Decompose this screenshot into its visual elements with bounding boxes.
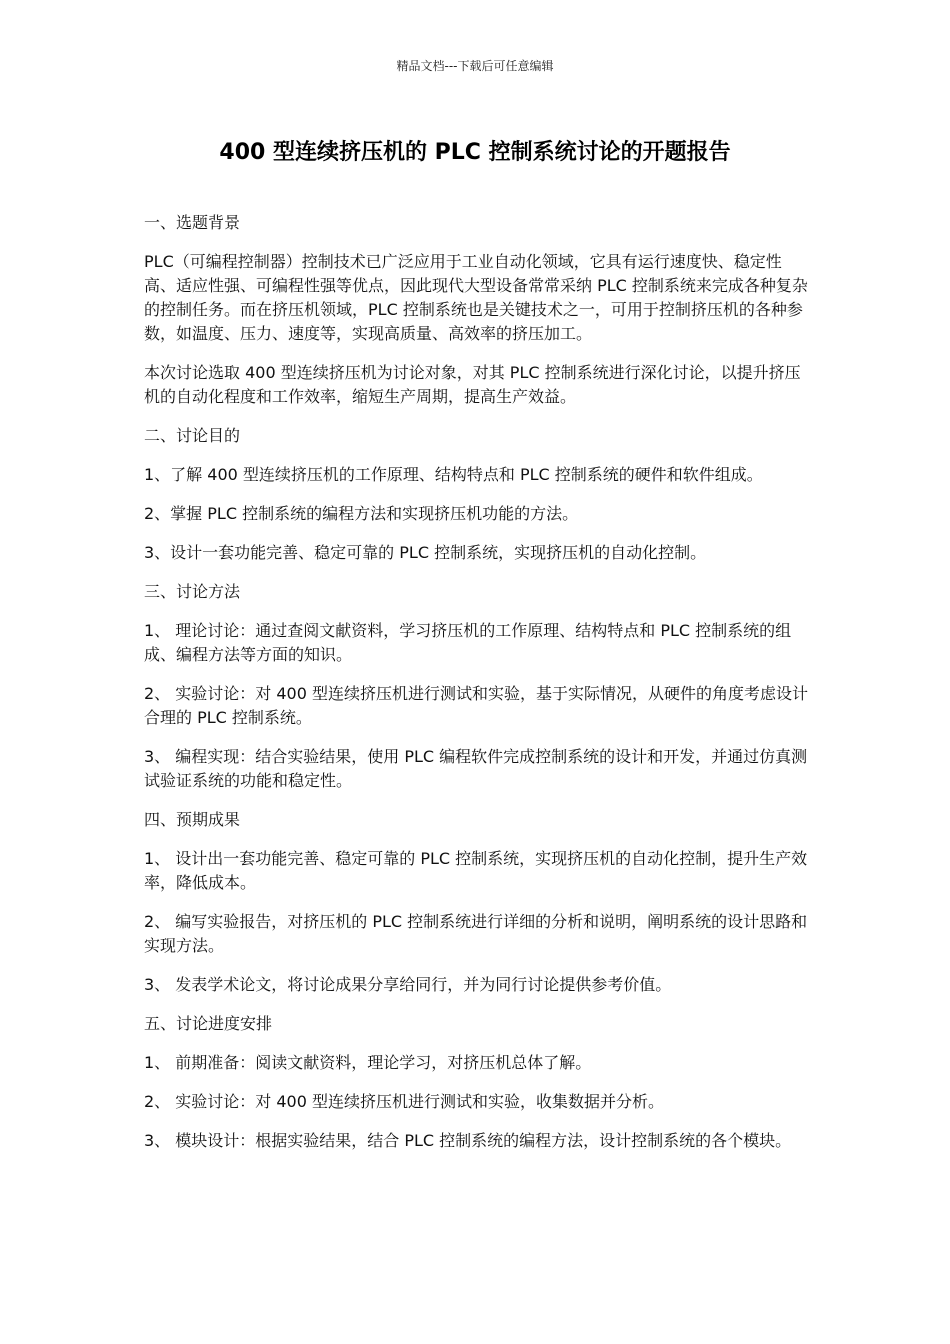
method-item-3: 3、 编程实现：结合实验结果，使用 PLC 编程软件完成控制系统的设计和开发，并通过仿真测试验证系统的功能和稳定性。 (144, 747, 808, 790)
schedule-item-1: 1、 前期准备：阅读文献资料，理论学习，对挤压机总体了解。 (144, 1053, 592, 1072)
section-heading-purpose: 二、讨论目的 (144, 426, 241, 445)
paragraph-background-1: PLC（可编程控制器）控制技术已广泛应用于工业自动化领域，它具有运行速度快、稳定性高、适应性强、可编程性强等优点，因此现代大型设备常常采纳 PLC 控制系统来完成各种复杂的控制任务。而在挤压机领域，PLC 控制系统也是关键技术之一，可用于控制挤压机的各种参数，如温度、压力、速度等，实现高质量、高效率的挤压加工。 (144, 252, 808, 343)
document-title: 400 型连续挤压机的 PLC 控制系统讨论的开题报告 (219, 140, 731, 165)
outcome-item-2: 2、 编写实验报告，对挤压机的 PLC 控制系统进行详细的分析和说明，阐明系统的设计思路和实现方法。 (144, 912, 808, 955)
method-item-2: 2、 实验讨论：对 400 型连续挤压机进行测试和实验，基于实际情况，从硬件的角度考虑设计合理的 PLC 控制系统。 (144, 684, 808, 727)
schedule-item-3: 3、 模块设计：根据实验结果，结合 PLC 控制系统的编程方法，设计控制系统的各个模块。 (144, 1131, 792, 1150)
schedule-item-2: 2、 实验讨论：对 400 型连续挤压机进行测试和实验，收集数据并分析。 (144, 1092, 664, 1111)
purpose-item-2: 2、掌握 PLC 控制系统的编程方法和实现挤压机功能的方法。 (144, 504, 579, 523)
purpose-item-3: 3、设计一套功能完善、稳定可靠的 PLC 控制系统，实现挤压机的自动化控制。 (144, 543, 707, 562)
document-body (144, 211, 808, 1168)
outcome-item-1: 1、 设计出一套功能完善、稳定可靠的 PLC 控制系统，实现挤压机的自动化控制，提升生产效率，降低成本。 (144, 849, 808, 892)
section-heading-methods: 三、讨论方法 (144, 582, 241, 601)
paragraph-background-2: 本次讨论选取 400 型连续挤压机为讨论对象，对其 PLC 控制系统进行深化讨论，以提升挤压机的自动化程度和工作效率，缩短生产周期，提高生产效益。 (144, 363, 801, 406)
method-item-1: 1、 理论讨论：通过查阅文献资料，学习挤压机的工作原理、结构特点和 PLC 控制系统的组成、编程方法等方面的知识。 (144, 621, 792, 664)
outcome-item-3: 3、 发表学术论文，将讨论成果分享给同行，并为同行讨论提供参考价值。 (144, 975, 672, 994)
section-heading-background: 一、选题背景 (144, 213, 241, 232)
header-note: 精品文档---下载后可任意编辑 (396, 59, 554, 73)
purpose-item-1: 1、了解 400 型连续挤压机的工作原理、结构特点和 PLC 控制系统的硬件和软件组成。 (144, 465, 763, 484)
section-heading-outcomes: 四、预期成果 (144, 810, 241, 829)
section-heading-schedule: 五、讨论进度安排 (144, 1014, 273, 1033)
